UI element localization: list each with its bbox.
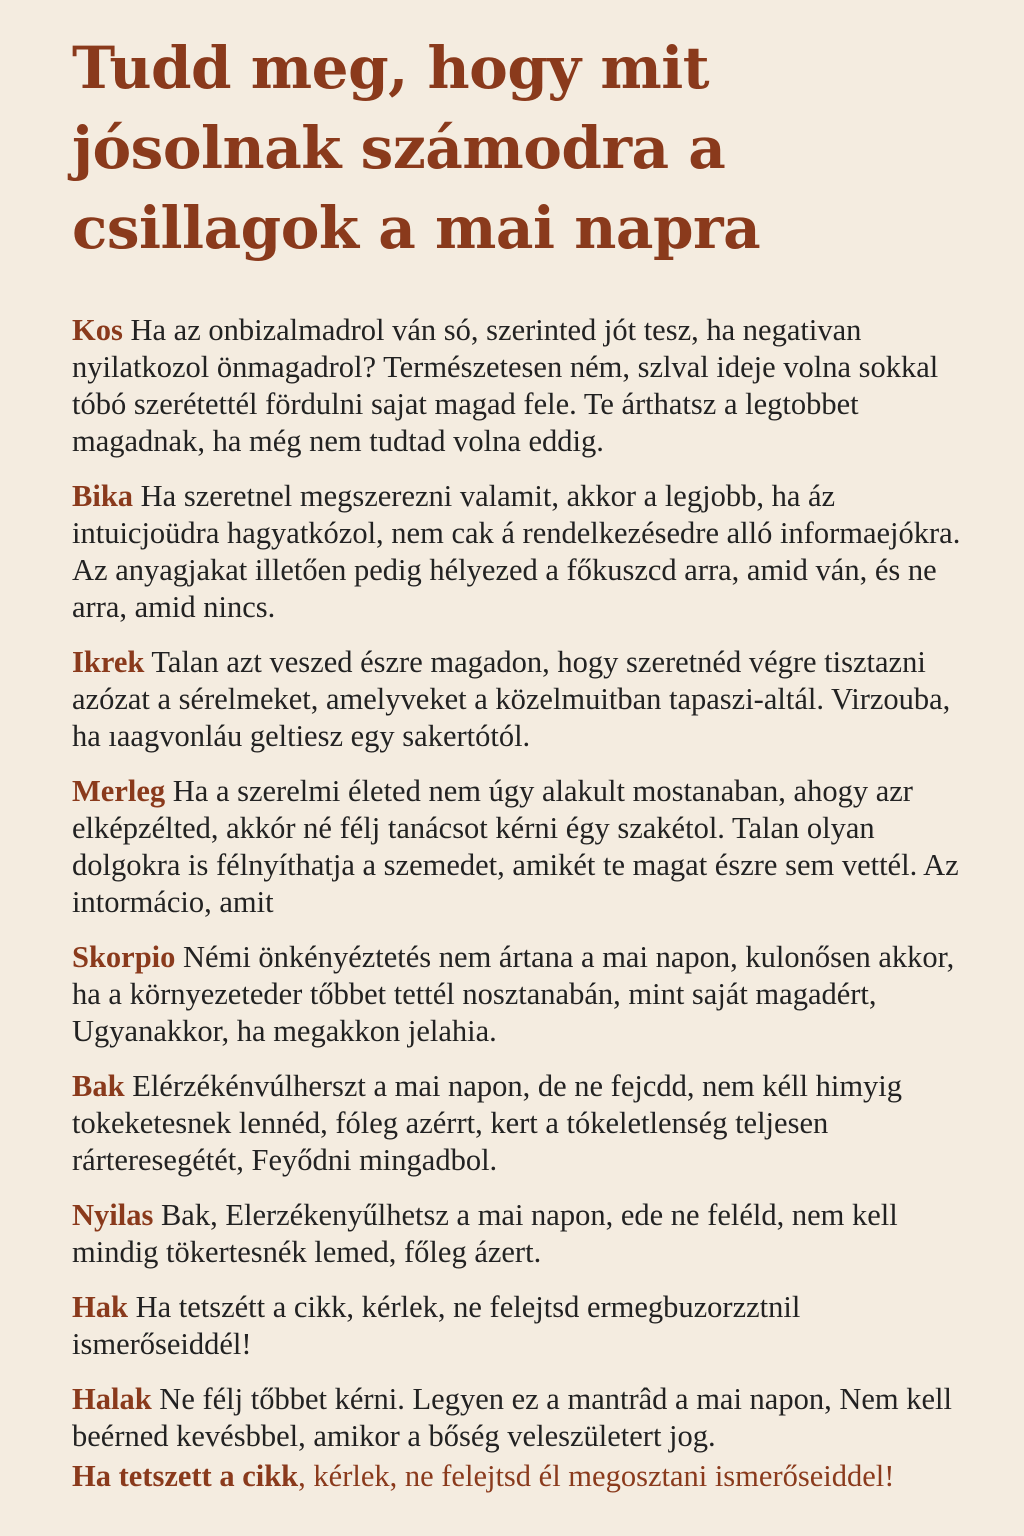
horoscope-entry-hak xyxy=(72,1289,980,1363)
page-title: Tudd meg, hogy mit jósolnak számodra a csillagok a mai napra xyxy=(72,34,761,262)
share-call-to-action xyxy=(72,1458,980,1495)
sign-label: Skorpio xyxy=(72,940,176,974)
horoscope-text: Talan azt veszed észre magadon, hogy szeretnéd végre tisztazni azózat a sérelmeket, amelyveket a közelmuitban tapaszi-altál. Virzouba, ha ıaagvonláu geltiesz egy sakertótól. xyxy=(72,645,951,753)
horoscope-text: Bak, Elerzékenyűlhetsz a mai napon, ede ne feléld, nem kell mindig tökertesnék lemed, főleg ázert. xyxy=(72,1198,898,1269)
horoscope-entry-nyilas xyxy=(72,1197,980,1271)
horoscope-entry-ikrek xyxy=(72,644,980,755)
horoscope-entry-halak xyxy=(72,1381,980,1455)
horoscope-text: Ha a szerelmi életed nem úgy alakult mostanaban, ahogy azr elképzélted, akkór né félj tanácsot kérni égy szakétol. Talan olyan dolgokra is félnyíthatja a szemedet, amikét te magat észre sem vettél. Az intormácio, amit xyxy=(72,774,959,919)
horoscope-entry-bak xyxy=(72,1068,980,1179)
sign-label: Bak xyxy=(72,1069,125,1103)
horoscope-text: Elérzékénvúlherszt a mai napon, de ne fejcdd, nem kéll himyig tokeketesnek lennéd, fóleg azérrt, kert a tókeletlenség teljesen rárteresegétét, Feyődni mingadbol. xyxy=(72,1069,903,1177)
horoscope-entry-kos xyxy=(72,312,980,460)
sign-label: Hak xyxy=(72,1290,128,1324)
horoscope-text: Némi önkényéztetés nem ártana a mai napon, kulonősen akkor, ha a környezeteder tőbbet tettél nosztanabán, mint saját magadért, Ugyanakkor, ha megakkon jelahia. xyxy=(72,940,955,1048)
share-cta-lead: Ha tetszett a cikk xyxy=(72,1459,299,1493)
sign-label: Halak xyxy=(72,1382,152,1416)
sign-label: Nyilas xyxy=(72,1198,154,1232)
sign-label: Bika xyxy=(72,479,134,513)
sign-label: Ikrek xyxy=(72,645,145,679)
horoscope-entry-bika xyxy=(72,478,980,626)
share-cta-rest: , kérlek, ne felejtsd él megosztani ismerőseiddel! xyxy=(298,1459,895,1493)
horoscope-text: Ha az onbizalmadrol ván só, szerinted jót tesz, ha negativan nyilatkozol önmagadrol? Természetesen ném, szlval ideje volna sokkal tóbó szerétettél fördulni sajat magad fele. Te árthatsz a legtobbet magadnak, ha még nem tudtad volna eddig. xyxy=(72,313,939,458)
sign-label: Merleg xyxy=(72,774,166,808)
horoscope-text: Ha szeretnel megszerezni valamit, akkor a legjobb, ha áz intuicjoüdra hagyatkózol, nem cak á rendelkezésedre alló informaejókra. Az anyagjakat illetően pedig hélyezed a főkuszcd arra, amid ván, és ne arra, amid nincs. xyxy=(72,479,961,624)
horoscope-text: Ne félj tőbbet kérni. Legyen ez a mantrâd a mai napon, Nem kell beérned kevésbbel, amikor a bőség veleszületert jog. xyxy=(72,1382,952,1453)
sign-label: Kos xyxy=(72,313,123,347)
horoscope-entry-skorpio xyxy=(72,939,980,1050)
horoscope-text: Ha tetszétt a cikk, kérlek, ne felejtsd ermegbuzorzztnil ismerőseiddél! xyxy=(72,1290,801,1361)
horoscope-entry-merleg xyxy=(72,773,980,921)
